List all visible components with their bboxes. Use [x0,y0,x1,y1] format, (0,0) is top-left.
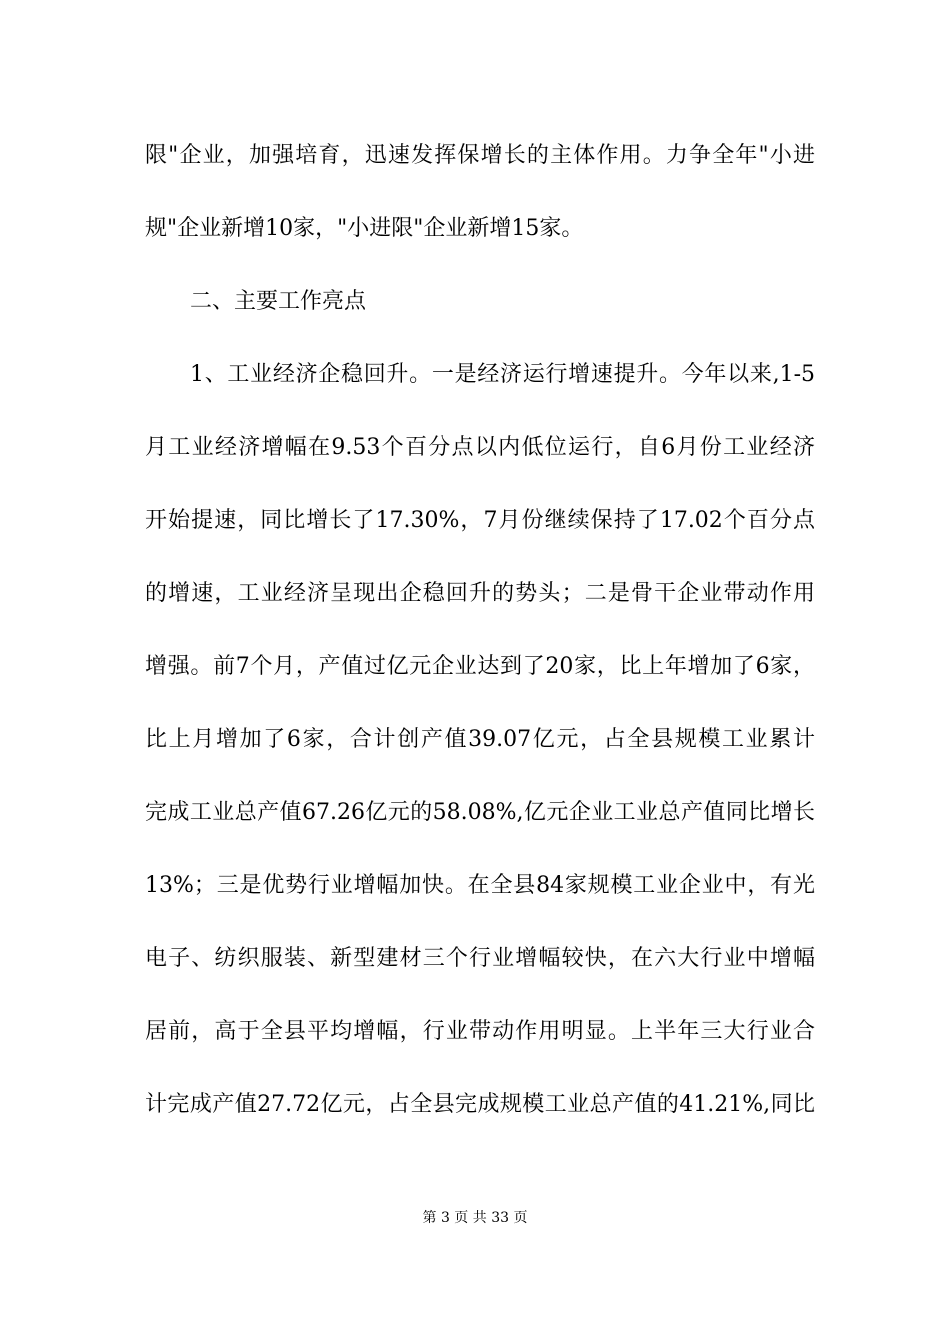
section-heading: 二、主要工作亮点 [190,289,367,314]
paragraph-line-9: 比上月增加了6家，合计创产值39.07亿元，占全县规模工业累计 [145,727,815,752]
paragraph-line-14: 计完成产值27.72亿元，占全县完成规模工业总产值的41.21%,同比 [145,1092,815,1117]
paragraph-line-8: 增强。前7个月，产值过亿元企业达到了20家，比上年增加了6家， [145,654,815,679]
paragraph-line-2: 规"企业新增10家，"小进限"企业新增15家。 [145,216,584,241]
paragraph-line-5: 月工业经济增幅在9.53个百分点以内低位运行，自6月份工业经济 [145,435,815,460]
page-number-footer: 第 3 页 共 33 页 [422,1210,528,1226]
paragraph-line-6: 开始提速，同比增长了17.30%，7月份继续保持了17.02个百分点 [145,508,815,533]
paragraph-line-7: 的增速，工业经济呈现出企稳回升的势头；二是骨干企业带动作用 [145,581,815,606]
paragraph-line-12: 电子、纺织服装、新型建材三个行业增幅较快，在六大行业中增幅 [145,946,815,971]
paragraph-line-13: 居前，高于全县平均增幅，行业带动作用明显。上半年三大行业合 [145,1019,815,1044]
paragraph-line-4: 1、工业经济企稳回升。一是经济运行增速提升。今年以来,1-5 [190,362,815,387]
paragraph-line-11: 13%；三是优势行业增幅加快。在全县84家规模工业企业中，有光 [145,873,815,898]
paragraph-line-1: 限"企业，加强培育，迅速发挥保增长的主体作用。力争全年"小进 [145,143,815,168]
paragraph-line-10: 完成工业总产值67.26亿元的58.08%,亿元企业工业总产值同比增长 [145,800,815,825]
